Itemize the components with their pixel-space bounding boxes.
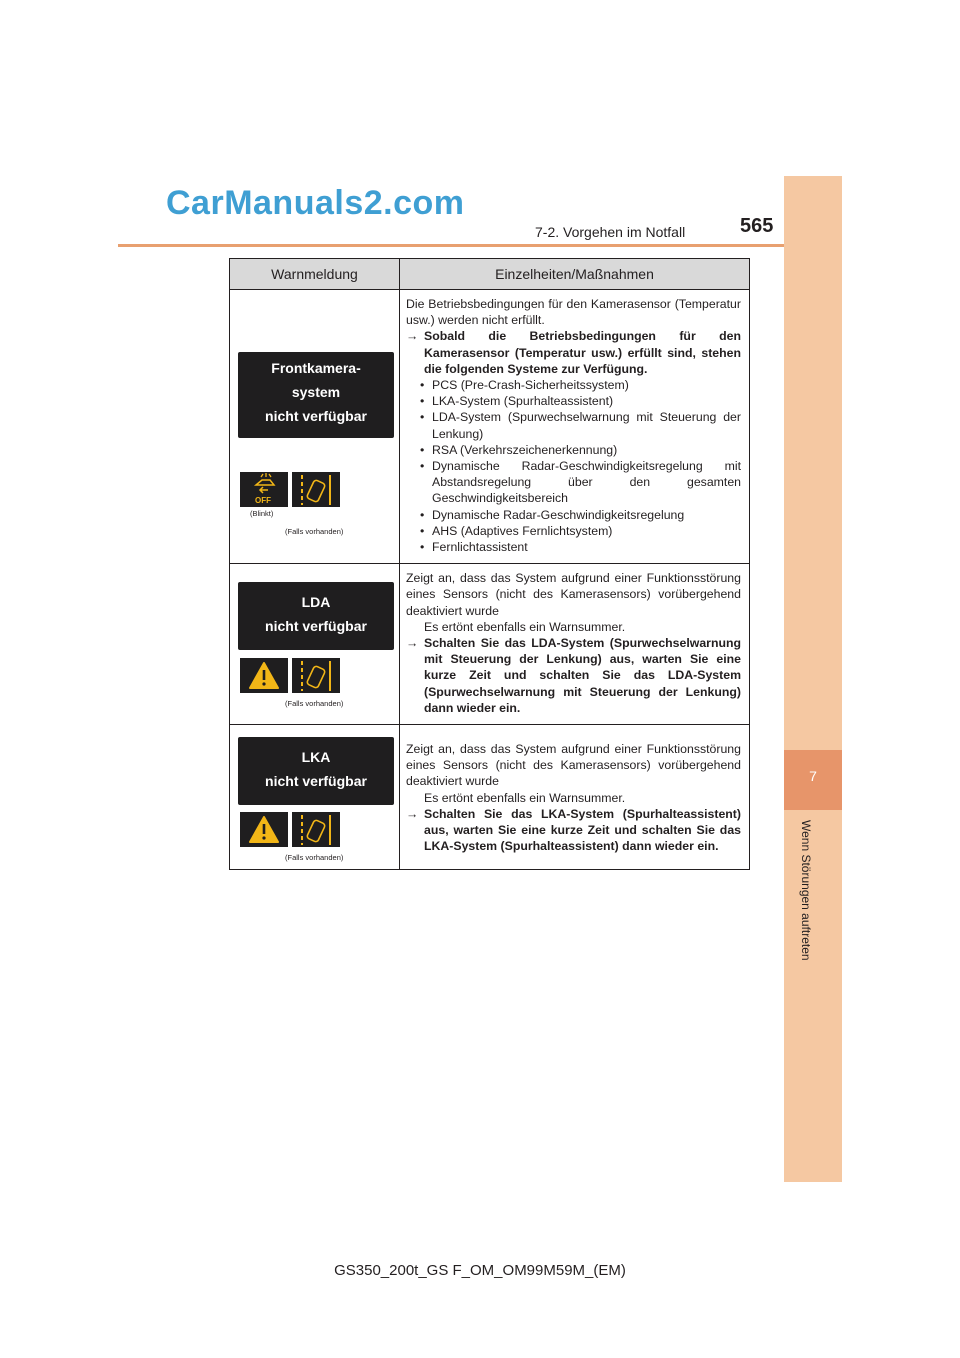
warning-image-cell (230, 725, 400, 870)
message-display (238, 737, 394, 805)
action-line (406, 806, 741, 855)
message-line: nicht verfügbar (265, 773, 367, 790)
warning-image-cell (230, 290, 400, 564)
message-line: Frontkamera- (271, 360, 361, 376)
message-line: LKA (301, 749, 331, 766)
list-item: • LKA-System (Spurhalteassistent) (420, 394, 614, 409)
action-line (406, 635, 741, 716)
chapter-title: Wenn Störungen auftreten (799, 820, 813, 961)
off-label: OFF (255, 496, 271, 505)
list-item: • RSA (Verkehrszeichenerkennung) (420, 442, 618, 457)
column-header-warnmeldung: Warnmeldung (230, 259, 400, 290)
table-row (230, 290, 750, 564)
list-item: • LDA-System (Spurwechselwarnung mit Steuerung der Lenkung) (420, 410, 741, 441)
arrow-icon: → (406, 636, 419, 651)
document-footer: GS350_200t_GS F_OM_OM99M59M_(EM) (334, 1262, 626, 1279)
header-divider (118, 244, 786, 247)
message-display (238, 352, 394, 438)
list-item: • PCS (Pre-Crash-Sicherheitssystem) (420, 378, 629, 393)
message-line: nicht verfügbar (265, 408, 367, 424)
availability-note: (Falls vorhanden) (285, 699, 344, 709)
blink-note: (Blinkt) (250, 509, 274, 518)
arrow-icon: → (406, 806, 419, 821)
system-list (406, 377, 741, 555)
action-line (406, 328, 741, 377)
condition-text: Zeigt an, dass das System aufgrund einer Funktionsstörung eines Sensors (nicht des Kamerasensors) vorübergehend deaktiviert wurde (406, 742, 741, 789)
condition-text: Zeigt an, dass das System aufgrund einer Funktionsstörung eines Sensors (nicht des Kamerasensors) vorübergehend deaktiviert wurde (406, 571, 741, 618)
table-row (230, 725, 750, 870)
lane-assist-icon (292, 472, 340, 507)
availability-note: (Falls vorhanden) (285, 853, 344, 863)
message-display (238, 582, 394, 650)
availability-note: (Falls vorhanden) (285, 527, 344, 536)
list-item: • Dynamische Radar-Geschwindigkeitsregelung (420, 507, 685, 522)
message-line: nicht verfügbar (265, 618, 367, 635)
warning-image-cell (230, 564, 400, 725)
column-header-details: Einzelheiten/Maßnahmen (400, 259, 750, 290)
page-number: 565 (740, 215, 774, 237)
condition-text: Die Betriebsbedingungen für den Kamerasensor (Temperatur usw.) werden nicht erfüllt. (406, 297, 741, 328)
table-row (230, 564, 750, 725)
chapter-number: 7 (809, 768, 817, 784)
action-text: Schalten Sie das LKA-System (Spurhalteassistent) aus, warten Sie eine kurze Zeit und schalten Sie das LKA-System (Spurhalteassistent) dann wieder ein. (424, 806, 741, 854)
details-cell (400, 564, 750, 725)
details-cell (400, 725, 750, 870)
message-line: system (291, 384, 341, 400)
section-title: 7-2. Vorgehen im Notfall (535, 224, 686, 240)
buzzer-text: Es ertönt ebenfalls ein Warnsummer. (424, 619, 626, 634)
pcs-off-icon (240, 472, 288, 507)
list-item: • Fernlichtassistent (420, 540, 528, 555)
warning-table (229, 258, 750, 870)
warning-triangle-icon (240, 812, 288, 847)
table-header-row (230, 259, 750, 290)
arrow-icon: → (406, 329, 419, 344)
details-cell (400, 290, 750, 564)
chapter-sidebar (784, 176, 842, 1182)
list-item: • AHS (Adaptives Fernlichtsystem) (420, 523, 613, 538)
message-line: LDA (301, 594, 331, 611)
warning-triangle-icon (240, 658, 288, 693)
lane-assist-icon (292, 658, 340, 693)
watermark: CarManuals2.com (166, 184, 465, 222)
buzzer-text: Es ertönt ebenfalls ein Warnsummer. (424, 790, 626, 805)
lane-assist-icon (292, 812, 340, 847)
action-text: Schalten Sie das LDA-System (Spurwechselwarnung mit Steuerung der Lenkung) aus, warten Sie eine kurze Zeit und schalten Sie das LDA-System (Spurwechselwarnung mit Steuerung der Lenkung) dann wieder ein. (424, 636, 741, 715)
list-item: • Dynamische Radar-Geschwindigkeitsregelung mit Abstandsregelung über den gesamten Geschwindigkeitsbereich (420, 459, 741, 506)
action-text: Sobald die Betriebsbedingungen für den Kamerasensor (Temperatur usw.) erfüllt sind, stehen die folgenden Systeme zur Verfügung. (424, 329, 741, 376)
